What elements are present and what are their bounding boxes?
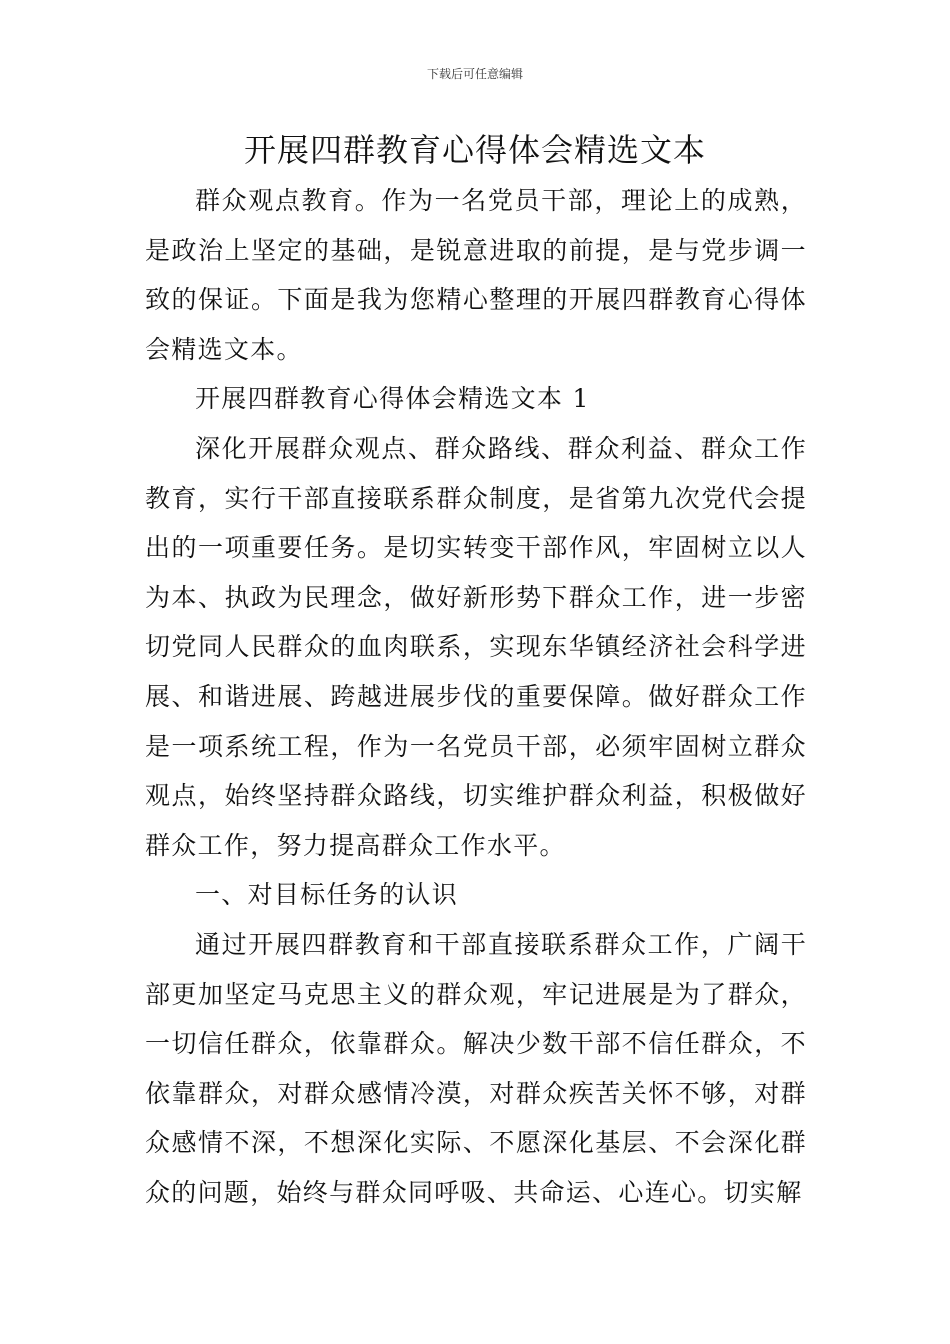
body-paragraph: 深化开展群众观点、群众路线、群众利益、群众工作教育，实行干部直接联系群众制度，是省第九次党代会提出的一项重要任务。是切实转变干部作风，牢固树立以人为本、执政为民理念，做好新形势下群众工作，进一步密切党同人民群众的血肉联系，实现东华镇经济社会科学进展、和谐进展、跨越进展步伐的重要保障。做好群众工作是一项系统工程，作为一名党员干部，必须牢固树立群众观点，始终坚持群众路线，切实维护群众利益，积极做好群众工作，努力提高群众工作水平。 [145, 433, 807, 860]
subsection-heading: 一、对目标任务的认识 [195, 880, 459, 910]
intro-paragraph: 群众观点教育。作为一名党员干部，理论上的成熟，是政治上坚定的基础，是锐意进取的前提，是与党步调一致的保证。下面是我为您精心整理的开展四群教育心得体会精选文本。 [145, 186, 807, 364]
header-note: 下载后可任意编辑 [426, 67, 523, 81]
body-paragraph: 通过开展四群教育和干部直接联系群众工作，广阔干部更加坚定马克思主义的群众观，牢记进展是为了群众，一切信任群众，依靠群众。解决少数干部不信任群众，不依靠群众，对群众感情冷漠，对群众疾苦关怀不够，对群众感情不深，不想深化实际、不愿深化基层、不会深化群众的问题，始终与群众同呼吸、共命运、心连心。切实解 [145, 929, 807, 1207]
document-body [145, 176, 807, 1217]
document-title: 开展四群教育心得体会精选文本 [243, 131, 706, 169]
section-heading-1: 开展四群教育心得体会精选文本 1 [195, 384, 590, 414]
